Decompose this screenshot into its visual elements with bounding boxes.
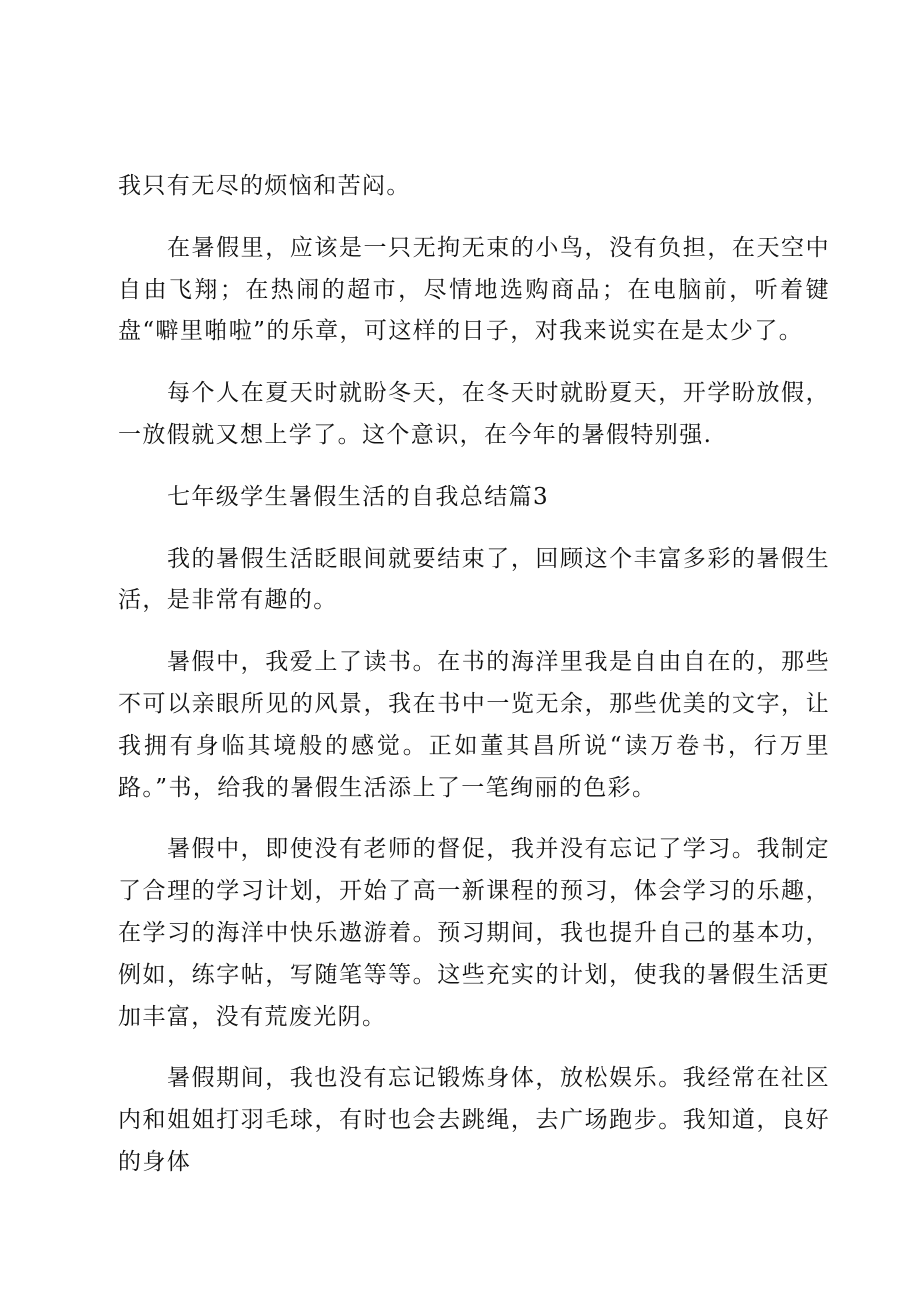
paragraph: 每个人在夏天时就盼冬天，在冬天时就盼夏天，开学盼放假，一放假就又想上学了。这个意识，在今年的暑假特别强.	[118, 380, 830, 448]
paragraph: 我的暑假生活眨眼间就要结束了，回顾这个丰富多彩的暑假生活，是非常有趣的。	[118, 545, 830, 614]
paragraph: 暑假中，我爱上了读书。在书的海洋里我是自由自在的，那些不可以亲眼所见的风景，我在书中一览无余，那些优美的文字，让我拥有身临其境般的感觉。正如董其昌所说“读万卷书，行万里路。”书，给我的暑假生活添上了一笔绚丽的色彩。	[118, 649, 830, 801]
paragraph: 暑假中，即使没有老师的督促，我并没有忘记了学习。我制定了合理的学习计划，开始了高一新课程的预习，体会学习的乐趣，在学习的海洋中快乐遨游着。预习期间，我也提升自己的基本功，例如，练字帖，写随笔等等。这些充实的计划，使我的暑假生活更加丰富，没有荒废光阴。	[118, 836, 830, 1030]
section-heading: 七年级学生暑假生活的自我总结篇3	[167, 483, 550, 510]
paragraph-continuation: 我只有无尽的烦恼和苦闷。	[118, 173, 411, 199]
document-body	[118, 166, 830, 1204]
paragraph: 暑假期间，我也没有忘记锻炼身体，放松娱乐。我经常在社区内和姐姐打羽毛球，有时也会去跳绳，去广场跑步。我知道，良好的身体	[118, 1065, 830, 1175]
paragraph: 在暑假里，应该是一只无拘无束的小鸟，没有负担，在天空中自由飞翔；在热闹的超市，尽情地选购商品；在电脑前，听着键盘“噼里啪啦”的乐章，可这样的日子，对我来说实在是太少了。	[118, 234, 830, 345]
